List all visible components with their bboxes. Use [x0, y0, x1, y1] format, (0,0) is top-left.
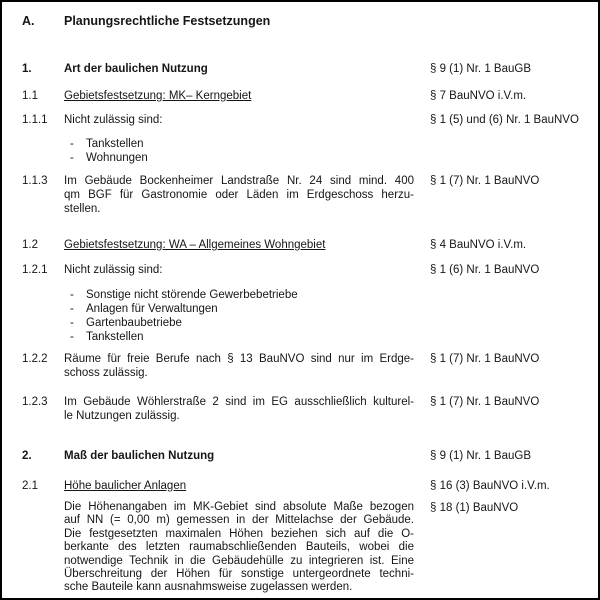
- paragraph-line: berkante des letzten raumabschließenden Bauteils, wobei die: [64, 541, 414, 554]
- legal-reference: § 9 (1) Nr. 1 BauGB: [430, 450, 531, 462]
- section-number: 1.2.3: [22, 396, 48, 408]
- bullet-dash: -: [70, 331, 74, 343]
- paragraph-line: Im Gebäude Bockenheimer Landstraße Nr. 24 sind mind. 400: [64, 175, 414, 187]
- paragraph-line: le Nutzungen zulässig.: [64, 410, 180, 422]
- section-row-1-2-2: [22, 352, 586, 380]
- bullet-dash: -: [70, 317, 74, 329]
- paragraph-line: qm BGF für Gastronomie oder Läden im Erdgeschoss herzu-: [64, 189, 414, 201]
- paragraph-line: Im Gebäude Wöhlerstraße 2 sind im EG ausschließlich kulturel-: [64, 396, 414, 408]
- bullet-item: [64, 316, 414, 330]
- section-number: A.: [22, 14, 35, 28]
- legal-reference: § 1 (6) Nr. 1 BauNVO: [430, 264, 540, 276]
- section-row-1: [22, 62, 586, 76]
- legal-reference: § 4 BauNVO i.V.m.: [430, 239, 527, 251]
- paragraph-line: Überschreitung der Höhen für sonstige untergeordnete techni-: [64, 568, 414, 581]
- section-title: Planungsrechtliche Festsetzungen: [64, 14, 271, 28]
- section-row-1-2-3: [22, 395, 586, 423]
- section-row-2-1-paragraph: [22, 501, 586, 595]
- section-number: 1.1: [22, 90, 38, 102]
- section-number: 2.: [22, 450, 32, 462]
- bullet-text: Tankstellen: [86, 331, 144, 343]
- bullet-list-row: [22, 288, 586, 344]
- section-number: 1.1.1: [22, 114, 48, 126]
- section-number: 1.2.1: [22, 264, 48, 276]
- bullet-item: [64, 330, 414, 344]
- paragraph-line: notwendige Technik in die Gebäudehülle zu integrieren ist. Eine: [64, 554, 414, 567]
- section-row-1-1: [22, 89, 586, 103]
- section-title: Gebietsfestsetzung: MK– Kerngebiet: [64, 90, 252, 102]
- section-number: 2.1: [22, 480, 38, 492]
- section-row-2: [22, 449, 586, 463]
- bullet-item: [64, 288, 414, 302]
- section-number: 1.: [22, 63, 32, 75]
- section-row-1-1-3: [22, 174, 586, 216]
- legal-reference: § 18 (1) BauNVO: [430, 502, 519, 514]
- legal-reference: § 1 (7) Nr. 1 BauNVO: [430, 353, 540, 365]
- bullet-text: Tankstellen: [86, 138, 144, 150]
- paragraph-line: Die Höhenangaben im MK-Gebiet sind absolute Maße bezogen: [64, 501, 414, 513]
- paragraph: [64, 352, 414, 380]
- section-row-1-1-1: [22, 113, 586, 127]
- section-title: Maß der baulichen Nutzung: [64, 450, 215, 462]
- section-title: Art der baulichen Nutzung: [64, 63, 208, 75]
- section-row-2-1: [22, 479, 586, 493]
- paragraph: [64, 501, 414, 595]
- legal-reference: § 1 (7) Nr. 1 BauNVO: [430, 396, 540, 408]
- paragraph-line: Die festgesetzten maximalen Höhen beziehen sich auf die O-: [64, 527, 414, 540]
- bullet-dash: -: [70, 289, 74, 301]
- section-number: 1.1.3: [22, 175, 48, 187]
- paragraph-line: schoss zulässig.: [64, 367, 148, 379]
- legal-reference: § 9 (1) Nr. 1 BauGB: [430, 63, 531, 75]
- section-row-1-2: [22, 238, 586, 252]
- legal-reference: § 7 BauNVO i.V.m.: [430, 90, 527, 102]
- bullet-text: Sonstige nicht störende Gewerbebetriebe: [86, 289, 298, 301]
- bullet-text: Gartenbaubetriebe: [86, 317, 182, 329]
- bullet-list-row: [22, 137, 586, 165]
- section-title: Gebietsfestsetzung: WA – Allgemeines Wohngebiet: [64, 239, 326, 251]
- paragraph-line: auf NN (= 0,00 m) gemessen in der Mittelachse der Gebäude.: [64, 514, 414, 527]
- bullet-item: [64, 302, 414, 316]
- bullet-list: [64, 137, 414, 165]
- section-number: 1.2.2: [22, 353, 48, 365]
- section-title: Höhe baulicher Anlagen: [64, 480, 187, 492]
- bullet-item: [64, 137, 414, 151]
- section-text: Nicht zulässig sind:: [64, 114, 163, 126]
- section-number: 1.2: [22, 239, 38, 251]
- bullet-text: Wohnungen: [86, 152, 148, 164]
- bullet-text: Anlagen für Verwaltungen: [86, 303, 218, 315]
- bullet-dash: -: [70, 138, 74, 150]
- bullet-item: [64, 151, 414, 165]
- paragraph-line: stellen.: [64, 203, 101, 215]
- legal-reference: § 1 (7) Nr. 1 BauNVO: [430, 175, 540, 187]
- section-row-1-2-1: [22, 263, 586, 277]
- bullet-dash: -: [70, 303, 74, 315]
- section-row-a: [22, 14, 586, 29]
- paragraph-line: Räume für freie Berufe nach § 13 BauNVO sind nur im Erdge-: [64, 353, 414, 365]
- section-text: Nicht zulässig sind:: [64, 264, 163, 276]
- legal-reference: § 16 (3) BauNVO i.V.m.: [430, 480, 550, 492]
- paragraph: [64, 395, 414, 423]
- bullet-dash: -: [70, 152, 74, 164]
- bullet-list: [64, 288, 414, 344]
- legal-reference: § 1 (5) und (6) Nr. 1 BauNVO: [430, 114, 579, 126]
- paragraph-line: sche Bauteile kann ausnahmsweise zugelassen werden.: [64, 581, 353, 594]
- paragraph: [64, 174, 414, 216]
